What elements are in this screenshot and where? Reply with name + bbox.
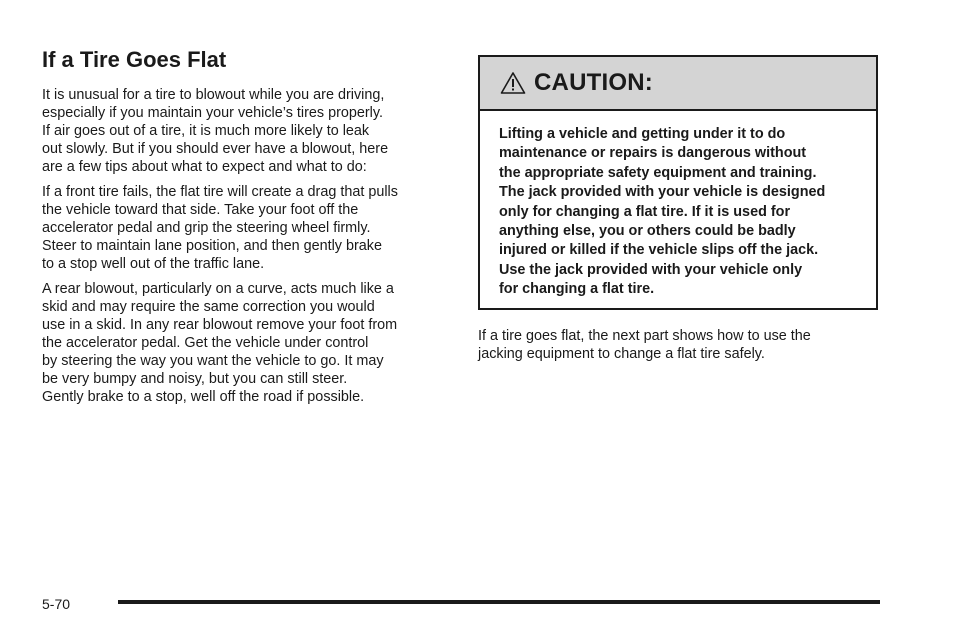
section-title: If a Tire Goes Flat [42,47,227,72]
paragraph-next-part: If a tire goes flat, the next part shows how to use the jacking equipment to change a flat tire safely. [478,328,811,362]
warning-triangle-icon [500,71,526,95]
paragraph-intro: It is unusual for a tire to blowout while you are driving, especially if you maintain your vehicle’s tires properly. If air goes out of a tire, it is much more likely to leak out slowly. But if you should ever have a blowout, here are a few tips about what to expect and what to do: [42,87,389,175]
paragraph-front-tire: If a front tire fails, the flat tire will create a drag that pulls the vehicle toward that side. Take your foot off the accelerator pedal and grip the steering wheel firmly. Steer to maintain lane position, and then gently brake to a stop well out of the traffic lane. [42,184,398,272]
caution-box [478,55,878,310]
caution-title: CAUTION: [534,69,653,96]
caution-body: Lifting a vehicle and getting under it to do maintenance or repairs is dangerous without the appropriate safety equipment and training. The jack provided with your vehicle is designed only for changing a flat tire. If it is used for anything else, you or others could be badly injured or killed if the vehicle slips off the jack. Use the jack provided with your vehicle only for changing a flat tire. [499,126,826,298]
paragraph-rear-blowout: A rear blowout, particularly on a curve, acts much like a skid and may require the same correction you would use in a skid. In any rear blowout remove your foot from the accelerator pedal. Get the vehicle under control by steering the way you want the vehicle to go. It may be very bumpy and noisy, but you can still steer. Gently brake to a stop, well off the road if possible. [42,281,398,405]
footer-rule [118,600,880,604]
left-column [42,48,452,413]
page-number: 5-70 [42,596,71,612]
caution-header [480,57,876,111]
